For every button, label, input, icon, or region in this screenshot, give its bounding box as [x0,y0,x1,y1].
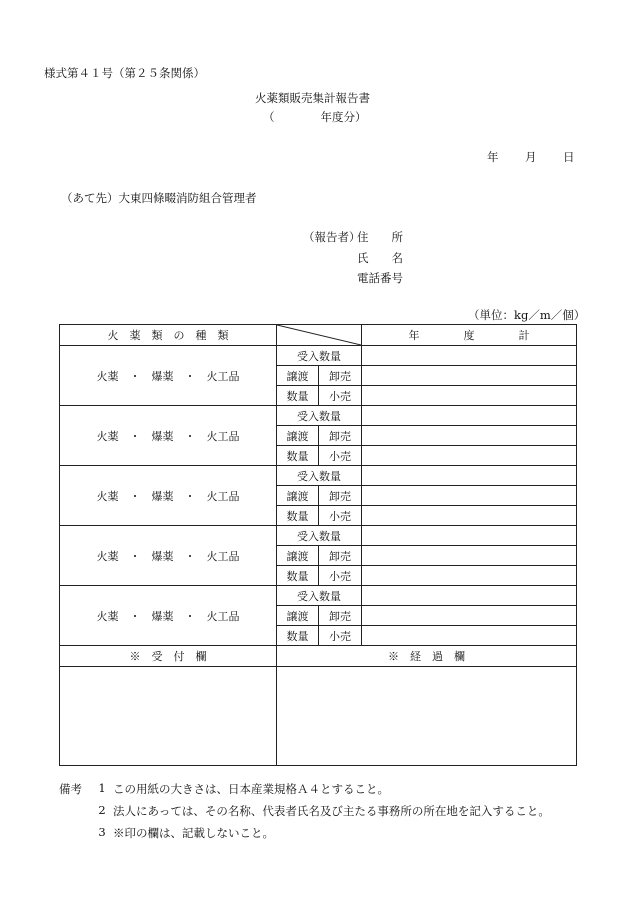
received-total-input[interactable] [362,526,577,546]
note-item [59,781,550,803]
note-item [59,825,550,847]
date-day: 日 [563,150,575,164]
received-total-input[interactable] [362,466,577,486]
kind-header: 火 薬 類 の 種 類 [60,325,277,346]
wholesale-total-input[interactable] [362,546,577,566]
wholesale-total-input[interactable] [362,606,577,626]
transfer-label: 譲渡 [277,366,319,386]
reporter-name-label: 氏 名 [357,251,403,265]
form-id: 様式第４１号（第２５条関係） [44,66,205,80]
quantity-label: 数量 [277,626,319,646]
remarks-body-row [60,667,577,766]
transfer-label: 譲渡 [277,546,319,566]
kind-cell: 火薬 ・ 爆薬 ・ 火工品 [60,466,277,526]
received-label: 受入数量 [277,466,362,486]
wholesale-total-input[interactable] [362,486,577,506]
retail-label: 小売 [319,446,362,466]
wholesale-total-input[interactable] [362,426,577,446]
fiscal-period: （ 年度分） [263,110,367,124]
note-text: この用紙の大きさは、日本産業規格Ａ４とすること。 [113,782,389,796]
note-text: 法人にあっては、その名称、代表者氏名及び主たる事務所の所在地を記入すること。 [113,804,550,818]
table-row [60,586,577,606]
received-total-input[interactable] [362,586,577,606]
table-header-row [60,325,577,346]
wholesale-label: 卸売 [319,486,362,506]
kind-cell: 火薬 ・ 爆薬 ・ 火工品 [60,586,277,646]
retail-label: 小売 [319,506,362,526]
retail-label: 小売 [319,386,362,406]
addressee-label: （あて先） [61,191,119,205]
date-month: 月 [525,150,537,164]
quantity-label: 数量 [277,386,319,406]
date-year: 年 [487,150,499,164]
received-label: 受入数量 [277,526,362,546]
table-row [60,466,577,486]
retail-total-input[interactable] [362,386,577,406]
retail-total-input[interactable] [362,446,577,466]
wholesale-label: 卸売 [319,366,362,386]
retail-total-input[interactable] [362,506,577,526]
received-total-input[interactable] [362,346,577,366]
addressee: 大東四條畷消防組合管理者 [118,191,257,205]
addressee-line [61,190,257,206]
note-number: 1 [98,781,106,795]
wholesale-label: 卸売 [319,546,362,566]
report-table [59,324,577,766]
reception-area[interactable] [60,667,277,766]
table-row [60,346,577,366]
received-label: 受入数量 [277,346,362,366]
kind-cell: 火薬 ・ 爆薬 ・ 火工品 [60,526,277,586]
wholesale-total-input[interactable] [362,366,577,386]
progress-area[interactable] [277,667,577,766]
kind-cell: 火薬 ・ 爆薬 ・ 火工品 [60,346,277,406]
wholesale-label: 卸売 [319,606,362,626]
diagonal-header-cell [277,325,362,346]
quantity-label: 数量 [277,446,319,466]
transfer-label: 譲渡 [277,486,319,506]
progress-header: ※ 経 過 欄 [277,646,577,667]
received-total-input[interactable] [362,406,577,426]
retail-total-input[interactable] [362,566,577,586]
received-label: 受入数量 [277,586,362,606]
note-number: 3 [98,825,106,839]
note-number: 2 [98,803,106,817]
table-row [60,406,577,426]
remarks-header-row [60,646,577,667]
reporter-phone-label: 電話番号 [357,271,403,285]
quantity-label: 数量 [277,566,319,586]
retail-total-input[interactable] [362,626,577,646]
unit-label: （単位：kg／m／個） [468,308,586,322]
transfer-label: 譲渡 [277,606,319,626]
kind-cell: 火薬 ・ 爆薬 ・ 火工品 [60,406,277,466]
retail-label: 小売 [319,566,362,586]
year-total-header: 年 度 計 [362,325,577,346]
transfer-label: 譲渡 [277,426,319,446]
notes [59,781,550,847]
reporter-label: （報告者） [303,230,361,244]
form-title: 火薬類販売集計報告書 [255,91,370,105]
wholesale-label: 卸売 [319,426,362,446]
retail-label: 小売 [319,626,362,646]
notes-label: 備考 [59,782,82,796]
received-label: 受入数量 [277,406,362,426]
reception-header: ※ 受 付 欄 [60,646,277,667]
reporter-address-label: 住 所 [357,230,403,244]
note-item [59,803,550,825]
table-row [60,526,577,546]
diagonal-line [277,325,361,345]
note-text: ※印の欄は、記載しないこと。 [113,826,274,840]
quantity-label: 数量 [277,506,319,526]
